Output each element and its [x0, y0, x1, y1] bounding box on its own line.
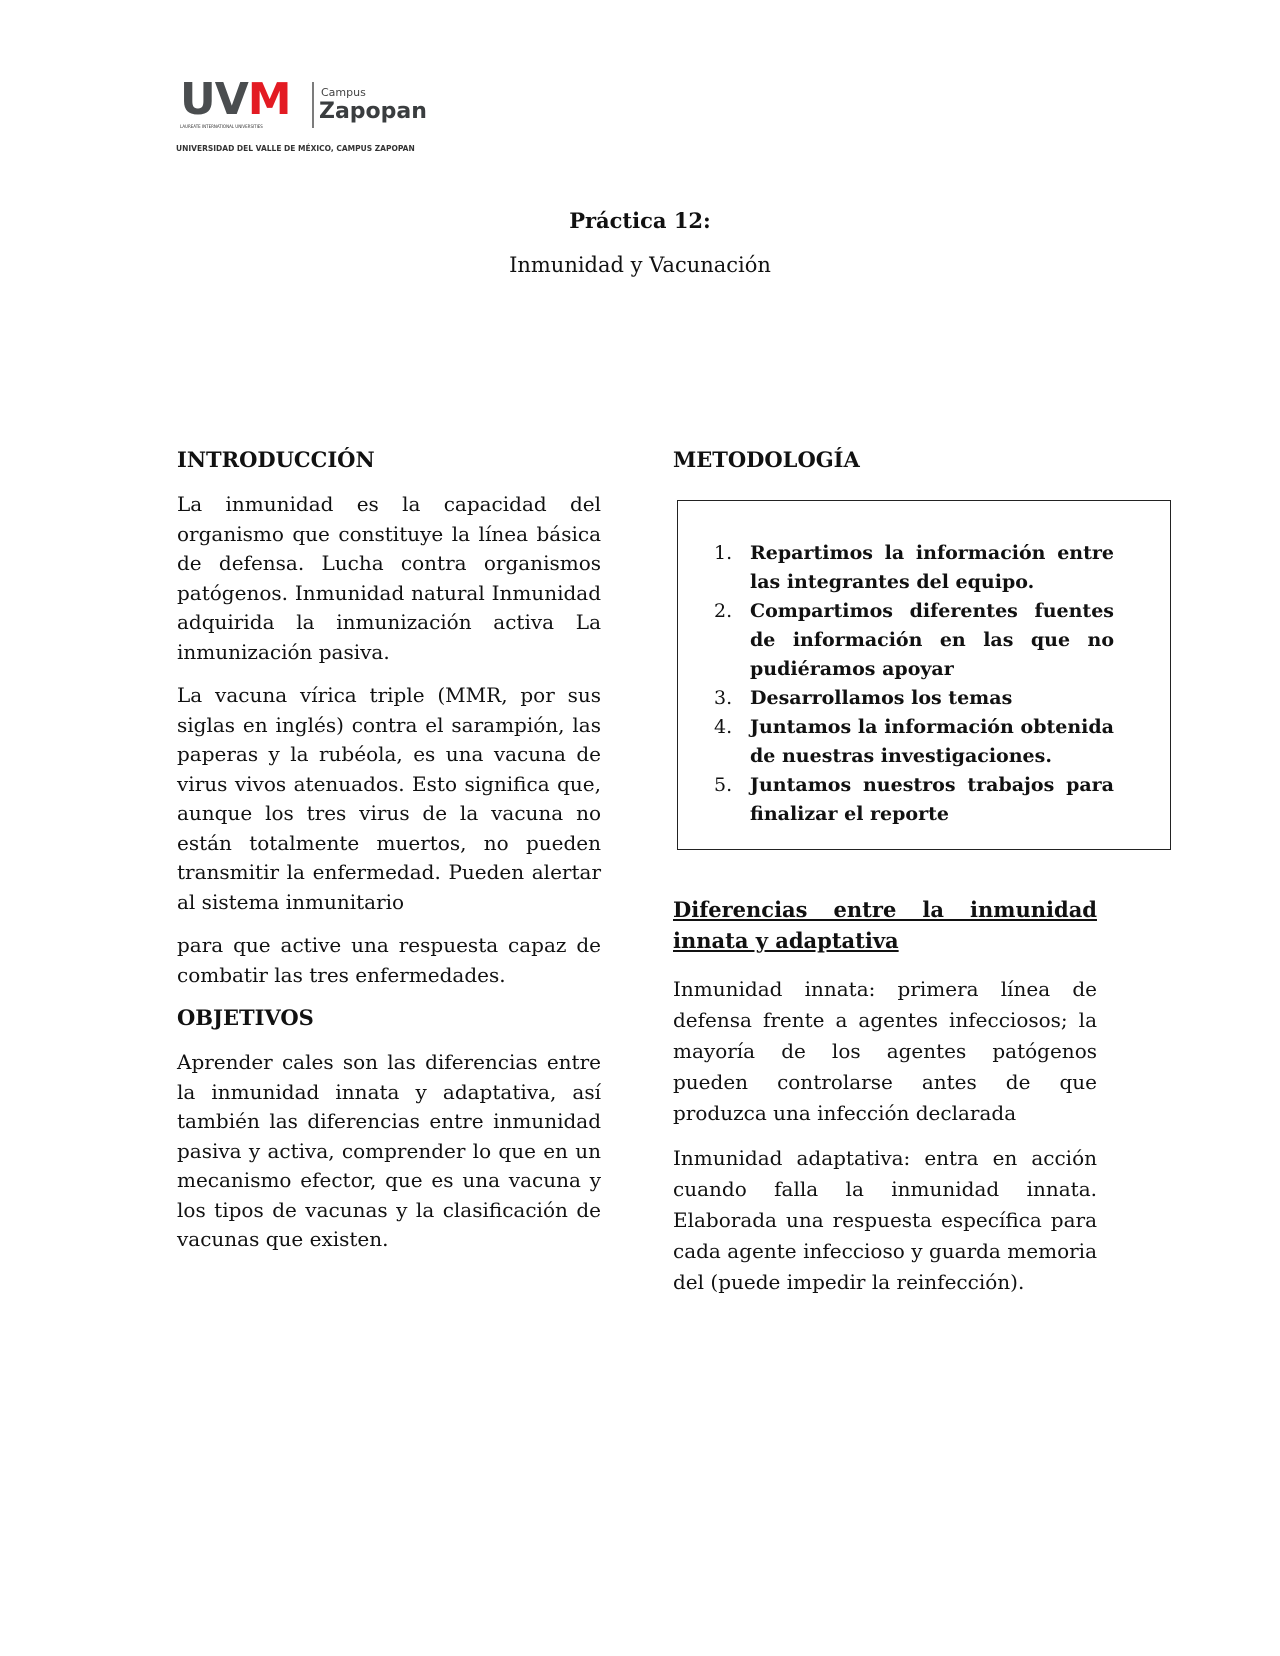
step-text: Desarrollamos los temas: [750, 687, 1013, 709]
diferencias-heading: Diferencias entre la inmunidad innata y adaptativa: [673, 897, 1097, 953]
step-number: 5.: [714, 774, 733, 796]
logo-tagline: LAUREATE INTERNATIONAL UNIVERSITIES: [180, 124, 263, 129]
metodologia-box: [677, 500, 1171, 850]
metodologia-step: [714, 771, 1114, 829]
introduccion-paragraph-3: para que active una respuesta capaz de combatir las tres enfermedades.: [177, 933, 601, 987]
step-text: Juntamos nuestros trabajos para finalizar el reporte: [750, 774, 1114, 825]
page-title: Práctica 12:: [569, 208, 711, 233]
page-subtitle: Inmunidad y Vacunación: [509, 253, 771, 277]
metodologia-heading: METODOLOGÍA: [673, 447, 860, 472]
step-text: Compartimos diferentes fuentes de información en las que no pudiéramos apoyar: [750, 600, 1114, 680]
logo-brand: UVM: [180, 74, 291, 125]
metodologia-step: [714, 597, 1114, 684]
step-number: 2.: [714, 600, 733, 622]
step-text: Repartimos la información entre las integrantes del equipo.: [750, 542, 1114, 593]
inmunidad-innata-paragraph: Inmunidad innata: primera línea de defensa frente a agentes infecciosos; la mayoría de los agentes patógenos pueden controlarse antes de que produzca una infección declarada: [673, 977, 1097, 1125]
logo-divider: [312, 82, 314, 128]
right-column: [673, 446, 1097, 490]
introduccion-paragraph-1: La inmunidad es la capacidad del organismo que constituye la línea básica de defensa. Lucha contra organismos patógenos. Inmunidad natural Inmunidad adquirida la inmunización activa La inmunización pasiva.: [177, 492, 601, 664]
logo-caption: UNIVERSIDAD DEL VALLE DE MÉXICO, CAMPUS ZAPOPAN: [176, 144, 415, 153]
objetivos-paragraph: Aprender cales son las diferencias entre la inmunidad innata y adaptativa, así también las diferencias entre inmunidad pasiva y activa, comprender lo que en un mecanismo efector, que es una vacuna y los tipos de vacunas y la clasificación de vacunas que existen.: [177, 1050, 601, 1251]
metodologia-step: [714, 684, 1114, 713]
metodologia-list: [714, 539, 1114, 829]
logo-campus-label: Campus: [321, 86, 366, 99]
left-column: [177, 446, 601, 1269]
logo-campus-city: Zapopan: [319, 99, 427, 124]
step-number: 1.: [714, 542, 733, 564]
introduccion-heading: INTRODUCCIÓN: [177, 447, 375, 472]
introduccion-paragraph-2: La vacuna vírica triple (MMR, por sus siglas en inglés) contra el sarampión, las paperas y la rubéola, es una vacuna de virus vivos atenuados. Esto significa que, aunque los tres virus de la vacuna no están totalmente muertos, no pueden transmitir la enfermedad. Pueden alertar al sistema inmunitario: [177, 683, 601, 914]
metodologia-step: [714, 539, 1114, 597]
step-number: 4.: [714, 716, 733, 738]
step-text: Juntamos la información obtenida de nuestras investigaciones.: [750, 716, 1114, 767]
objetivos-heading: OBJETIVOS: [177, 1005, 314, 1030]
metodologia-step: [714, 713, 1114, 771]
step-number: 3.: [714, 687, 733, 709]
uvm-logo: [176, 72, 430, 162]
inmunidad-adaptativa-paragraph: Inmunidad adaptativa: entra en acción cuando falla la inmunidad innata. Elaborada una respuesta específica para cada agente infeccioso y guarda memoria del (puede impedir la reinfección).: [673, 1146, 1097, 1294]
diferencias-body: [673, 974, 1097, 1312]
